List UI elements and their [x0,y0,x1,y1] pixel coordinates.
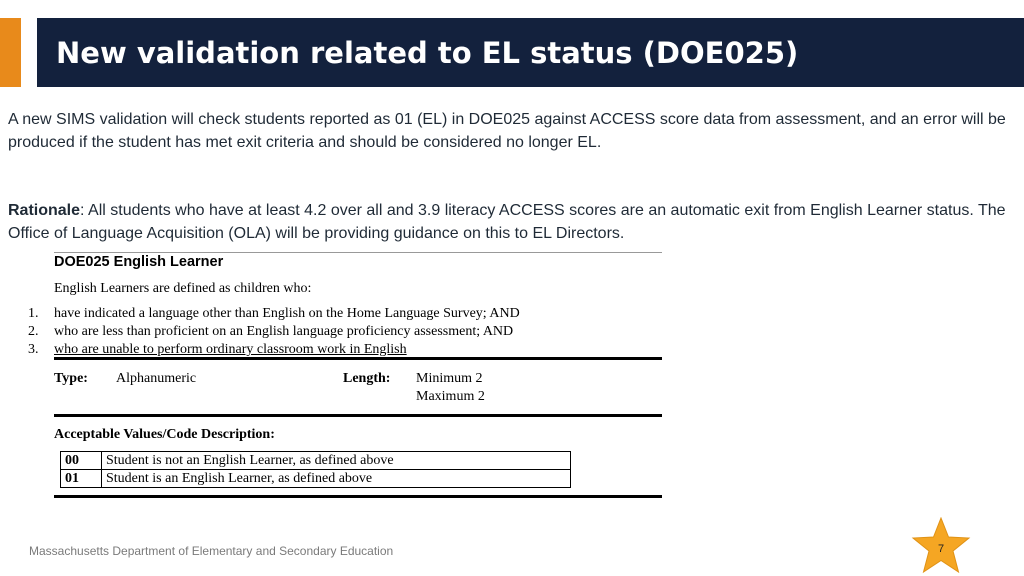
description-cell: Student is an English Learner, as defined above [102,470,571,488]
criteria-list [28,305,520,359]
footer-organization: Massachusetts Department of Elementary and Secondary Education [29,544,394,558]
type-label: Type: [54,371,88,386]
rationale-text: : All students who have at least 4.2 over all and 3.9 literacy ACCESS scores are an automatic exit from English Learner status. The Office of Language Acquisition (OLA) will be providing guidance on this to EL Directors. [8,202,1006,242]
definition-heading: DOE025 English Learner [54,254,224,270]
divider [54,252,662,253]
table-row [61,452,571,470]
divider [54,495,662,498]
title-bar [37,18,1024,87]
divider [54,414,662,417]
divider [54,357,662,360]
list-item: 1. have indicated a language other than English on the Home Language Survey; AND [28,306,520,321]
table-row [61,470,571,488]
code-cell: 00 [61,452,102,470]
length-min: Minimum 2 [416,371,483,386]
page-number: 7 [937,543,945,555]
slide-title: New validation related to EL status (DOE025) [56,35,799,70]
accent-bar [0,18,21,87]
acceptable-values-label: Acceptable Values/Code Description: [54,427,275,442]
description-cell: Student is not an English Learner, as defined above [102,452,571,470]
length-label: Length: [343,371,391,386]
definition-intro: English Learners are defined as children who: [54,281,312,296]
length-max: Maximum 2 [416,389,485,404]
intro-paragraph: A new SIMS validation will check students reported as 01 (EL) in DOE025 against ACCESS score data from assessment, and an error will be produced if the student has met exit criteria and should be considered no longer EL. [8,111,1006,151]
rationale-paragraph [8,199,1008,245]
codes-table [60,451,571,488]
type-value: Alphanumeric [116,371,197,386]
list-item: 2. who are less than proficient on an English language proficiency assessment; AND [28,324,514,339]
list-item: 3. who are unable to perform ordinary classroom work in English [28,342,407,357]
code-cell: 01 [61,470,102,488]
rationale-label: Rationale [8,202,81,219]
